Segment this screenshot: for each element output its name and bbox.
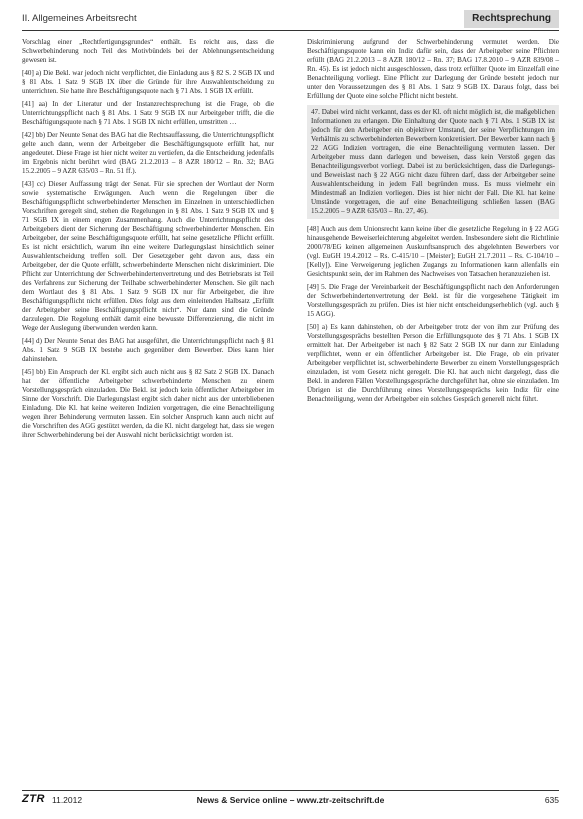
paragraph: [43] cc) Dieser Auffassung trägt der Senat. Für sie sprechen der Wortlaut der Norm sowie systematische Erwägungen. Auch wenn die Regelungen über die Beschäftigungspflicht schwerbehinderter Menschen im Einzelnen in unterschiedlichen Vorschriften geregelt sind, stehen die Regelungen in § 81 Abs. 1 Satz 9 SGB IX und § 71 SGB IX in einem engen Zusammenhang. Auch die Unterrichtungspflicht des Arbeitgebers dient der Sicherung der Beschäftigung schwerbehinderter Menschen. Ein Arbeitgeber, der seine Beschäftigungsquote erfüllt, hat seine gesetzliche Pflicht erfüllt. Es ist nicht ersichtlich, warum ihn eine weitere Darlegungslast hinsichtlich seiner Auswahlentscheidung treffen soll. Der Gesetzgeber geht davon aus, dass ein Arbeitgeber, der die Quote erfüllt, schwerbehinderte Menschen nicht diskriminiert. Die Pflicht zur Unterrichtung der Schwerbehindertenvertretung und des Betriebsrats ist Teil des Verfahrens zur Sicherung der Teilhabe schwerbehinderter Menschen. Sie gilt nach dem Wortlaut des § 81 Abs. 1 Satz 9 SGB IX nur für Arbeitgeber, die ihre Beschäftigungspflicht nicht erfüllen. Dies folgt aus dem einleitenden Halbsatz „Erfüllt der Arbeitgeber seine Beschäftigungspflicht nicht“. Nur dann sind die Gründe darzulegen. Die Regelung enthält damit eine bewusste Differenzierung, die nicht im Wege der Auslegung überwunden werden kann.: [22, 180, 274, 332]
paragraph: [40] a) Die Bekl. war jedoch nicht verpflichtet, die Einladung aus § 82 S. 2 SGB IX und § 81 Abs. 1 Satz 9 SGB IX über die Gründe für ihre Auswahlentscheidung zu unterrichten. Sie hatte ihre Beschäftigungsquote nach § 71 Abs. 1 SGB IX erfüllt.: [22, 69, 274, 95]
page-number: 635: [544, 795, 559, 805]
journal-logo: ZTR: [22, 793, 45, 805]
issue-number: 11.2012: [52, 795, 83, 805]
paragraph: [50] a) Es kann dahinstehen, ob der Arbeitgeber trotz der von ihm zur Prüfung des Vorstellungsgesprächs bestellten Person die Erfüllungsquote des § 71 Abs. 1 SGB IX ermittelt hat. Der Arbeitgeber ist nach § 82 Satz 2 SGB IX nur dann zur Einladung verpflichtet, wenn er ein öffentlicher Arbeitgeber ist. Die Frage, ob ein privater Arbeitgeber verpflichtet ist, schwerbehinderte Bewerber zu einem Vorstellungsgespräch einzuladen, ist vom Gesetz nicht geregelt. Die Kl. hat auch nicht dargelegt, dass die Bekl. in anderen Fällen Vorstellungsgespräche durchgeführt hat, ohne sie einzuladen. Im Übrigen ist die Durchführung eines Vorstellungsgesprächs kein Indiz für eine Benachteiligung, wenn der Arbeitgeber ein solches Gespräch generell nicht führt.: [307, 323, 559, 403]
rubric-tab: Rechtsprechung: [464, 10, 559, 28]
paragraph: Vorschlag einer „Rechtfertigungsgrundes“ enthält. Es reicht aus, dass die Schwerbehinderung noch Teil des Motivbündels bei der Ablehnungsentscheidung gewesen ist.: [22, 38, 274, 64]
paragraph: [45] bb) Ein Anspruch der Kl. ergibt sich auch nicht aus § 82 Satz 2 SGB IX. Danach hat der öffentliche Arbeitgeber schwerbehinderte Menschen zu einem Vorstellungsgespräch einzuladen. Die Bekl. ist jedoch kein öffentlicher Arbeitgeber im Sinne der Vorschrift. Die Darlegungslast ergibt sich daher nicht aus der unterbliebenen Einladung. Die Kl. hat keine weiteren Indizien vorgetragen, die eine Benachteiligung wegen ihrer Behinderung vermuten lassen. Ein solcher Anspruch kann auch nicht auf die Vorschriften des AGG gestützt werden, da die Kl. nicht dargelegt hat, dass sie wegen ihrer Schwerbehinderung bei der Auswahl nicht berücksichtigt worden ist.: [22, 368, 274, 439]
running-footer: [22, 790, 559, 807]
section-title: II. Allgemeines Arbeitsrecht: [22, 13, 137, 24]
paragraph: [48] Auch aus dem Unionsrecht kann keine über die gesetzliche Regelung in § 22 AGG hinausgehende Beweiserleichterung abgeleitet werden. Insbesondere sieht die Richtlinie 2000/78/EG keinen allgemeinen Auskunftsanspruch des abgelehnten Bewerbers vor (vgl. EuGH 19.4.2012 – Rs. C-415/10 – [Meister]; EuGH 21.7.2011 – Rs. C-104/10 – [Kelly]). Eine Verweigerung jeglichen Zugangs zu Informationen kann allenfalls ein Gesichtspunkt sein, der im Rahmen des Nachweises von Tatsachen heranzuziehen ist.: [307, 225, 559, 278]
right-column: [307, 38, 559, 408]
paragraph: Diskriminierung aufgrund der Schwerbehinderung vermutet werden. Die Beschäftigungsquote kann ein Indiz dafür sein, dass der Arbeitgeber seine Pflichten erfüllt (BAG 21.2.2013 – 8 AZR 180/12 – Rn. 37; BAG 17.8.2010 – 9 AZR 839/08 – Rn. 45). Es ist jedoch nicht ausgeschlossen, dass trotz erfüllter Quote im Einzelfall eine Benachteiligung vorliegt. Eine Pflicht zur Darlegung der Gründe besteht jedoch nur unter den Voraussetzungen des § 81 Abs. 1 Satz 9 SGB IX. Daraus folgt, dass bei Erfüllung der Quote eine solche Pflicht nicht besteht.: [307, 38, 559, 100]
running-header: [22, 10, 559, 31]
paragraph: [41] aa) In der Literatur und der Instanzrechtsprechung ist die Frage, ob die Unterrichtungspflicht nach § 81 Abs. 1 Satz 9 SGB IX nur Arbeitgeber trifft, die die Beschäftigungsquote nach § 71 Abs. 1 SGB IX nicht erfüllen, umstritten …: [22, 100, 274, 126]
highlighted-paragraph: 47. Dabei wird nicht verkannt, dass es der Kl. oft nicht möglich ist, die maßgeblichen Informationen zu erlangen. Die Einhaltung der Quote nach § 71 Abs. 1 SGB IX ist jedoch für den Arbeitgeber ein objektiver Umstand, der seine Verpflichtungen im Verhältnis zu schwerbehinderten Bewerbern konkretisiert. Der Bewerber kann nach § 22 AGG Indizien vortragen, die eine Benachteiligung vermuten lassen. Der Arbeitgeber muss dann darlegen und beweisen, dass kein Verstoß gegen das Benachteiligungsverbot vorliegt. Dabei ist zu berücksichtigen, dass die Darlegungs- und Beweislast nach § 22 AGG nicht dazu führen darf, dass der Arbeitgeber seine Auswahlentscheidung in jedem Fall begründen muss. Es muss vielmehr ein Mindestmaß an Indizien vorliegen. Dies ist hier nicht der Fall. Die Kl. hat keine Umstände vorgetragen, die auf eine Benachteiligung schließen lassen (BAG 15.2.2005 – 9 AZR 635/03 – Rn. 27, 46).: [307, 105, 559, 219]
left-column: [22, 38, 274, 444]
paragraph: [42] bb) Der Neunte Senat des BAG hat die Rechtsauffassung, die Unterrichtungspflicht gelte auch dann, wenn der Arbeitgeber die Beschäftigungsquote erfüllt hat, nur angedeutet. Diese Frage ist hier nicht weiter zu vertiefen, da die Entscheidung jedenfalls im Ergebnis nicht berührt wird (BAG 21.2.2013 – 8 AZR 180/12 – Rn. 32; BAG 15.2.2005 – 9 AZR 635/03 – Rn. 51 ff.).: [22, 131, 274, 175]
footer-website: News & Service online – www.ztr-zeitschrift.de: [196, 795, 385, 805]
paragraph: [44] d) Der Neunte Senat des BAG hat ausgeführt, die Unterrichtungspflicht nach § 81 Abs. 1 Satz 9 SGB IX bestehe auch gegenüber dem Bewerber. Dies kann hier dahinstehen.: [22, 337, 274, 363]
paragraph: [49] 5. Die Frage der Vereinbarkeit der Beschäftigungspflicht nach den Anforderungen der Schwerbehindertenvertretung der Bekl. ist für die vorgesehene Tätigkeit im Vorstellungsgespräch zu prüfen. Dies ist hier nicht entscheidungserheblich (vgl. auch § 15 AGG).: [307, 283, 559, 318]
